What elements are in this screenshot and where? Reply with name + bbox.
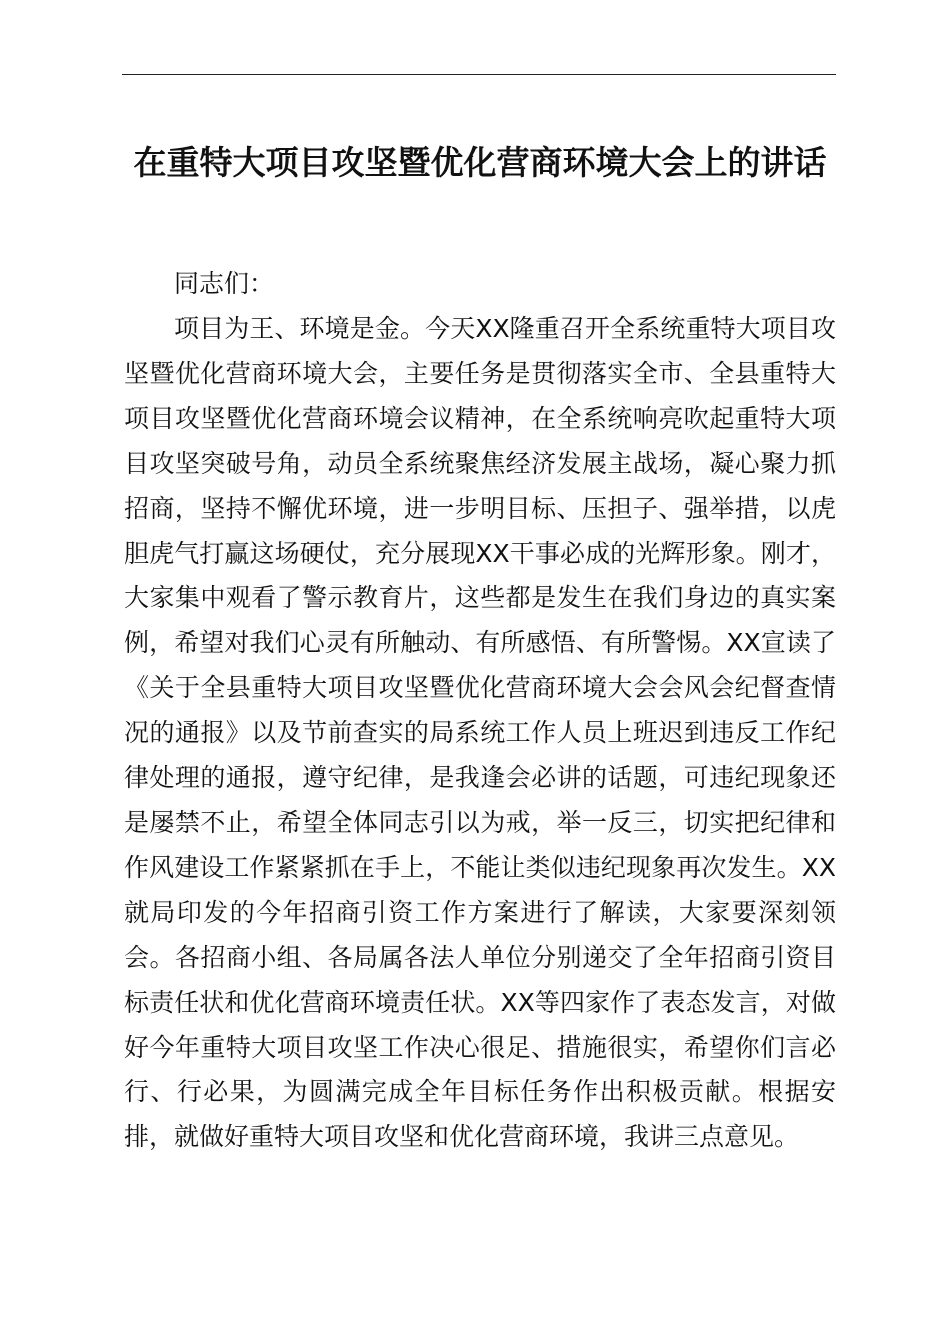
document-title: 在重特大项目攻坚暨优化营商环境大会上的讲话 <box>133 143 827 182</box>
salutation: 同志们： <box>174 269 275 298</box>
body-paragraph: 项目为王、环境是金。今天XX隆重召开全系统重特大项目攻坚暨优化营商环境大会，主要任务是贯彻落实全市、全县重特大项目攻坚暨优化营商环境会议精神，在全系统响亮吹起重特大项目攻坚突破号角，动员全系统聚焦经济发展主战场，凝心聚力抓招商，坚持不懈优环境，进一步明目标、压担子、强举措，以虎胆虎气打赢这场硬仗，充分展现XX干事必成的光辉形象。刚才，大家集中观看了警示教育片，这些都是发生在我们身边的真实案例，希望对我们心灵有所触动、有所感悟、有所警惕。XX宣读了《关于全县重特大项目攻坚暨优化营商环境大会会风会纪督查情况的通报》以及节前查实的局系统工作人员上班迟到违反工作纪律处理的通报，遵守纪律，是我逢会必讲的话题，可违纪现象还是屡禁不止，希望全体同志引以为戒，举一反三，切实把纪律和作风建设工作紧紧抓在手上，不能让类似违纪现象再次发生。XX就局印发的今年招商引资工作方案进行了解读，大家要深刻领会。各招商小组、各局属各法人单位分别递交了全年招商引资目标责任状和优化营商环境责任状。XX等四家作了表态发言，对做好今年重特大项目攻坚工作决心很足、措施很实，希望你们言必行、行必果，为圆满完成全年目标任务作出积极贡献。根据安排，就做好重特大项目攻坚和优化营商环境，我讲三点意见。 <box>124 314 836 1152</box>
header-rule <box>122 74 836 75</box>
